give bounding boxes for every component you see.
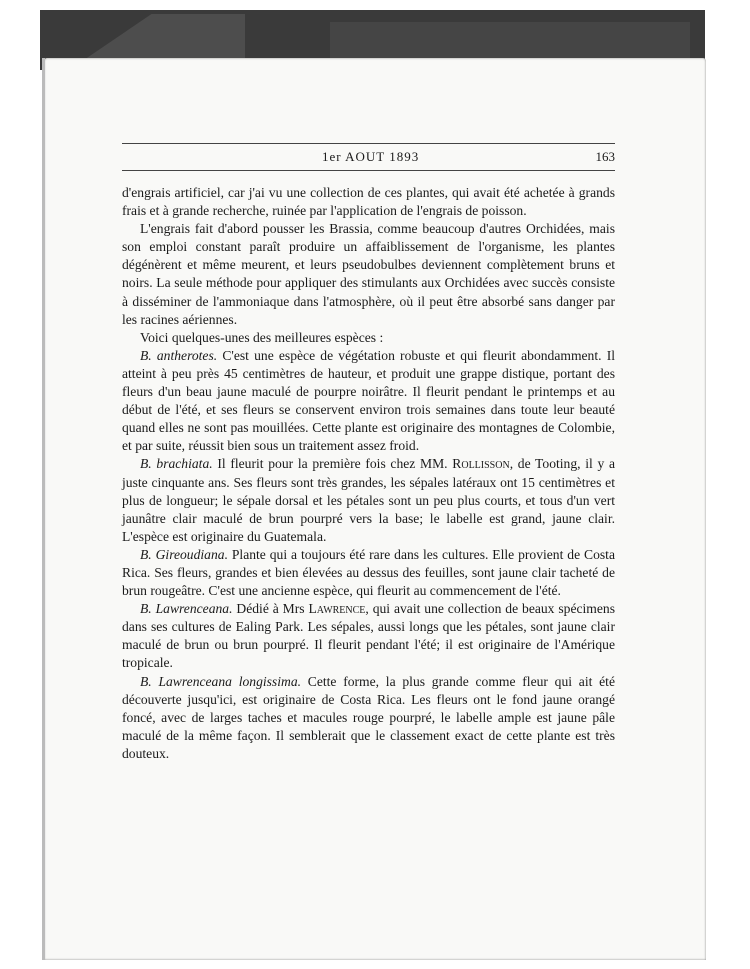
species-text: Cette forme, la plus grande comme fleur qui ait été découverte jusqu'ici, est originaire de Costa Rica. Les fleurs ont le fond jaune orangé foncé, avec de larges taches et macules rouge pourpré, le labelle ample est jaune pâle maculé de la même façon. Il semblerait que le classement exact de cette plante est très douteux. [122, 673, 615, 761]
species-name: B. brachiata. [140, 456, 213, 472]
header-date: 1er AOUT 1893 [322, 149, 420, 164]
page-body [122, 184, 615, 763]
page-number: 163 [595, 149, 615, 164]
paragraph-brachiata [122, 455, 615, 545]
header-rule-top [122, 143, 615, 144]
species-text: , de Tooting, il y a juste cinquante ans. Ses fleurs sont très grandes, les sépales latéraux ont 15 centimètres et plus de longueur; le sépale dorsal et les pétales sont un peu plus courts, et tous d'un vert jaunâtre clair maculé de brun pourpré vers la base; le labelle est grand, jaune clair. L'espèce est originaire du Guatemala. [122, 456, 615, 544]
species-name: B. antherotes. [140, 347, 218, 363]
header-rule-bottom [122, 170, 615, 171]
species-name: B. Lawrenceana longissima. [140, 673, 302, 689]
species-text: Dédié à Mrs [232, 601, 309, 617]
page-edge [42, 58, 45, 960]
paragraph-2: L'engrais fait d'abord pousser les Brassia, comme beaucoup d'autres Orchidées, mais son emploi constant paraît produire un affaiblissement de l'organisme, les plantes dégénèrent et même meurent, et leurs pseudobulbes deviennent complètement bruns et noirs. La seule méthode pour appliquer des stimulants aux Orchidées avec succès consiste à disséminer de l'ammoniaque dans l'atmosphère, où il peut être absorbé sans danger par les racines aériennes. [122, 221, 615, 327]
paragraph-3: Voici quelques-unes des meilleures espèces : [140, 329, 384, 345]
person-name: Rollisson [452, 456, 510, 472]
species-name: B. Gireoudiana. [140, 546, 228, 562]
person-name: Lawrence [308, 601, 366, 617]
paragraph-1: d'engrais artificiel, car j'ai vu une collection de ces plantes, qui avait été achetée à grands frais et à grande recherche, ruinée par l'application de l'engrais de poisson. [122, 185, 615, 219]
paragraph-gireoudiana [122, 546, 615, 600]
species-text: Il fleurit pour la première fois chez MM. [212, 456, 453, 472]
paragraph-lawrenceana [122, 600, 615, 672]
species-text: , qui avait une collection de beaux spécimens dans ses cultures de Ealing Park. Les sépales, aussi longs que les pétales, sont jaune clair maculé de brun ou brun pourpré. Il fleurit pendant l'été; il est originaire de l'Amérique tropicale. [122, 601, 615, 671]
paragraph-longissima [122, 673, 615, 763]
species-text: Plante qui a toujours été rare dans les cultures. Elle provient de Costa Rica. Ses fleurs, grandes et bien élevées au dessus des feuilles, sont jaune clair tacheté de brun rougeâtre. C'est une ancienne espèce, qui fleurit au commencement de l'été. [122, 546, 615, 599]
running-header [122, 149, 615, 169]
paragraph-antherotes [122, 347, 615, 456]
species-text: C'est une espèce de végétation robuste et qui fleurit abondamment. Il atteint à peu près 45 centimètres de hauteur, et produit une grappe distique, portant des fleurs d'un beau jaune maculé de pourpre noirâtre. Il fleurit pendant le printemps et au début de l'été, et ses fleurs se conservent environ trois semaines dans toute leur beauté quand elles ne sont pas mouillées. Cette plante est originaire des montagnes de Colombie, et par suite, réussit bien sous un traitement assez froid. [122, 347, 615, 454]
species-name: B. Lawrenceana. [140, 601, 233, 617]
